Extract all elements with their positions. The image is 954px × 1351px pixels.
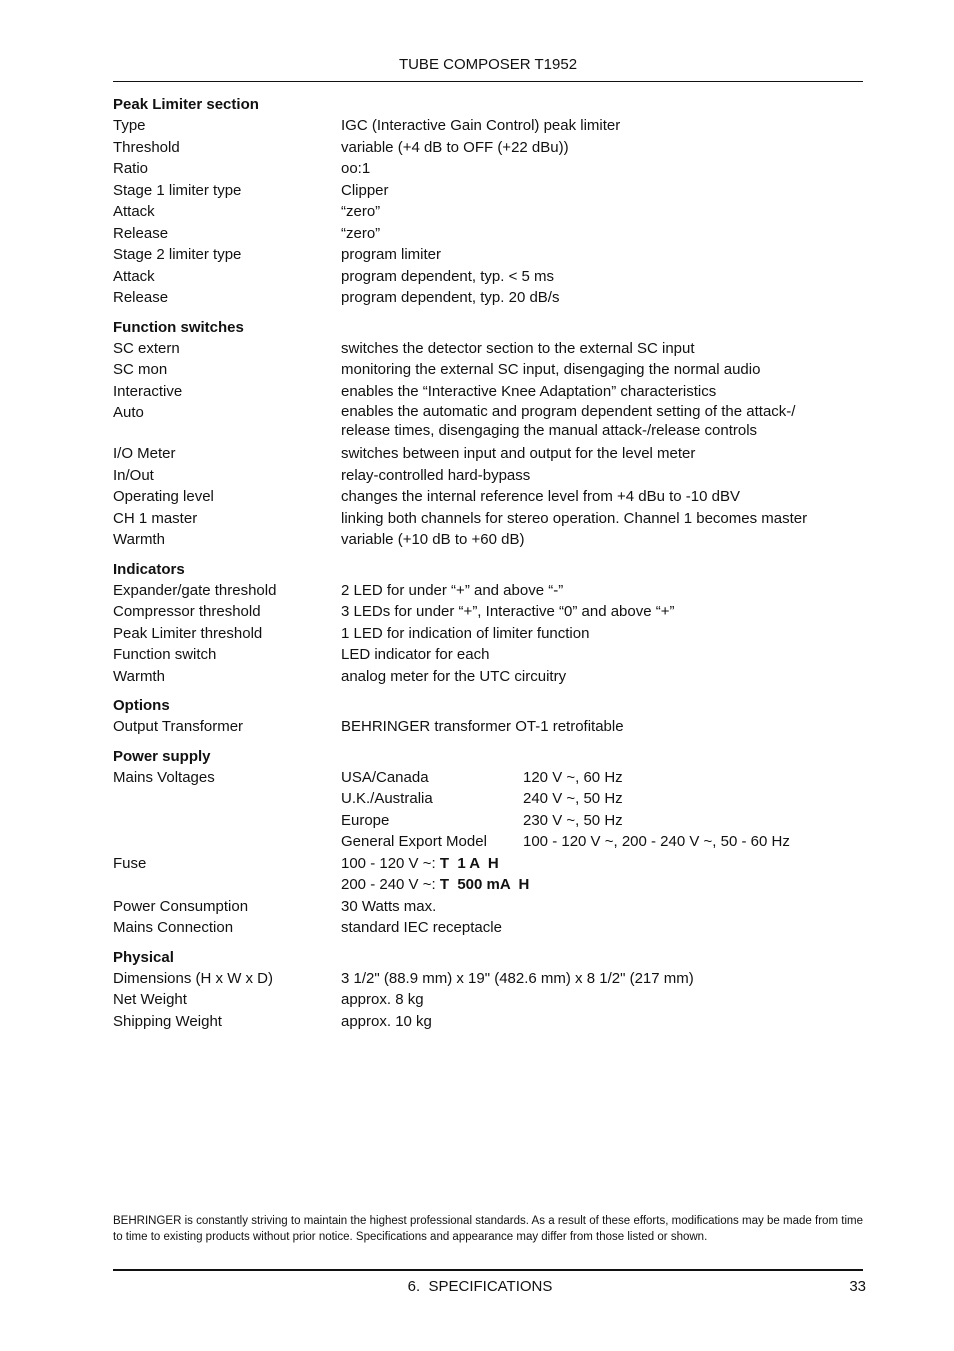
spec-row: [113, 917, 863, 939]
spec-value: variable (+10 dB to +60 dB): [341, 531, 525, 548]
mains-region: U.K./Australia: [341, 790, 433, 807]
spec-value: standard IEC receptacle: [341, 919, 502, 936]
fuse-range: 100 - 120 V ~:: [341, 854, 440, 872]
spec-row: [113, 508, 863, 530]
spec-row: [113, 896, 863, 918]
fuse-rating: T 1 A H: [439, 854, 499, 872]
mains-spec: 240 V ~, 50 Hz: [523, 790, 623, 807]
spec-row: [113, 644, 863, 666]
spec-label: Release: [113, 224, 169, 242]
spec-label: Net Weight: [113, 991, 187, 1008]
footer-rule: [113, 1269, 863, 1271]
spec-label: SC mon: [113, 361, 168, 378]
mains-voltage-row: [341, 831, 863, 853]
spec-label: Attack: [113, 267, 155, 285]
mains-spec: 100 - 120 V ~, 200 - 240 V ~, 50 - 60 Hz: [523, 833, 790, 850]
spec-row: [113, 180, 863, 202]
spec-value: switches between input and output for the level meter: [341, 445, 696, 462]
options-section: [113, 696, 863, 738]
spec-row: [113, 968, 863, 990]
spec-content: [113, 95, 863, 1041]
spec-row: [113, 266, 863, 288]
spec-value: LED indicator for each: [341, 646, 490, 663]
spec-row: [113, 853, 863, 896]
disclaimer-footnote: BEHRINGER is constantly striving to maintain the highest professional standards. As a result of these efforts, modifications may be made from time to time to existing products without prior notice. Specifications and appearance may differ from those listed or shown.: [113, 1215, 863, 1243]
spec-label: Attack: [113, 203, 155, 220]
spec-label: Release: [113, 289, 169, 306]
spec-label: SC extern: [113, 339, 180, 357]
peak-limiter-section: [113, 95, 863, 309]
mains-voltage-row: [341, 810, 863, 832]
spec-value: relay-controlled hard-bypass: [341, 466, 531, 484]
spec-label: Fuse: [113, 854, 147, 872]
function-switches-section: [113, 318, 863, 551]
spec-label: CH 1 master: [113, 509, 198, 527]
section-title: Function switches: [113, 318, 244, 336]
spec-label: Output Transformer: [113, 718, 244, 735]
spec-value: linking both channels for stereo operation. Channel 1 becomes master: [341, 509, 808, 527]
spec-label: Peak Limiter threshold: [113, 624, 263, 642]
spec-row: [113, 359, 863, 381]
mains-region: USA/Canada: [341, 768, 429, 786]
spec-row: [113, 601, 863, 623]
spec-value: 1 LED for indication of limiter function: [341, 624, 590, 642]
spec-value: 30 Watts max.: [341, 897, 437, 915]
spec-label: Mains Connection: [113, 919, 234, 936]
spec-row: [113, 158, 863, 180]
spec-label: Threshold: [113, 138, 180, 156]
spec-value: variable (+4 dB to OFF (+22 dBu)): [341, 138, 569, 156]
fuse-rating: T 500 mA H: [439, 876, 530, 893]
spec-row: [113, 115, 863, 137]
spec-row: [113, 716, 863, 738]
spec-label: Shipping Weight: [113, 1012, 222, 1030]
mains-voltage-table: [341, 767, 863, 853]
spec-label: Ratio: [113, 160, 149, 177]
page-header-title: TUBE COMPOSER T1952: [398, 56, 578, 73]
footer-section-title: 6. SPECIFICATIONS: [407, 1278, 553, 1295]
fuse-values: [341, 853, 863, 896]
spec-label: In/Out: [113, 466, 154, 484]
spec-value: program dependent, typ. < 5 ms: [341, 267, 555, 285]
spec-label: Operating level: [113, 488, 214, 505]
spec-label: Interactive: [113, 382, 183, 400]
spec-value: BEHRINGER transformer OT-1 retrofitable: [341, 718, 624, 735]
page-number: 33: [849, 1278, 866, 1295]
mains-voltage-row: [341, 788, 863, 810]
spec-row: [113, 338, 863, 360]
section-title: Physical: [113, 948, 174, 966]
spec-value: 2 LED for under “+” and above “-”: [341, 581, 564, 599]
spec-label: Warmth: [113, 531, 165, 548]
spec-label: Function switch: [113, 646, 217, 663]
section-title: Options: [113, 697, 170, 714]
spec-label: Power Consumption: [113, 897, 249, 915]
spec-label: I/O Meter: [113, 445, 176, 462]
header-rule: [113, 81, 863, 82]
spec-label: Auto: [113, 404, 144, 421]
spec-value: “zero”: [341, 224, 381, 242]
spec-row: [113, 580, 863, 602]
spec-value: monitoring the external SC input, disengaging the normal audio: [341, 361, 761, 378]
spec-label: Expander/gate threshold: [113, 581, 277, 599]
spec-value: analog meter for the UTC circuitry: [341, 667, 567, 685]
spec-value: oo:1: [341, 160, 371, 177]
spec-value-line: release times, disengaging the manual attack-/release controls: [341, 422, 758, 439]
spec-row: [113, 529, 863, 551]
spec-label: Mains Voltages: [113, 768, 215, 786]
spec-row: [113, 402, 863, 443]
fuse-line: [341, 874, 863, 896]
spec-value: changes the internal reference level from +4 dBu to -10 dBV: [341, 488, 740, 505]
fuse-line: [341, 853, 863, 875]
section-title: Peak Limiter section: [113, 96, 259, 113]
section-title: Indicators: [113, 560, 185, 578]
spec-value: “zero”: [341, 203, 381, 220]
spec-row: [113, 767, 863, 853]
fuse-range: 200 - 240 V ~:: [341, 876, 440, 893]
spec-row: [113, 623, 863, 645]
spec-row: [113, 287, 863, 309]
section-title: Power supply: [113, 747, 211, 765]
spec-row: [113, 223, 863, 245]
spec-label: Stage 1 limiter type: [113, 181, 242, 199]
mains-region: Europe: [341, 811, 390, 829]
spec-row: [113, 443, 863, 465]
mains-spec: 120 V ~, 60 Hz: [523, 768, 623, 786]
spec-label: Warmth: [113, 667, 165, 685]
mains-voltage-row: [341, 767, 863, 789]
spec-value: enables the “Interactive Knee Adaptation” characteristics: [341, 382, 717, 400]
spec-value: 3 LEDs for under “+”, Interactive “0” and above “+”: [341, 603, 675, 620]
spec-row: [113, 465, 863, 487]
mains-spec: 230 V ~, 50 Hz: [523, 811, 623, 829]
spec-row: [113, 244, 863, 266]
spec-value: IGC (Interactive Gain Control) peak limiter: [341, 117, 621, 134]
mains-region: General Export Model: [341, 833, 487, 850]
power-supply-section: [113, 747, 863, 939]
spec-label: Compressor threshold: [113, 603, 261, 620]
spec-value: program limiter: [341, 246, 442, 263]
spec-label: Dimensions (H x W x D): [113, 969, 274, 987]
spec-label: Type: [113, 117, 146, 134]
spec-row: [113, 486, 863, 508]
spec-label: Stage 2 limiter type: [113, 246, 242, 263]
spec-value: approx. 8 kg: [341, 991, 424, 1008]
spec-value: [341, 402, 863, 443]
indicators-section: [113, 560, 863, 688]
spec-row: [113, 201, 863, 223]
spec-row: [113, 989, 863, 1011]
spec-row: [113, 666, 863, 688]
spec-value: Clipper: [341, 181, 389, 199]
spec-row: [113, 1011, 863, 1033]
spec-value: approx. 10 kg: [341, 1012, 432, 1030]
spec-value: program dependent, typ. 20 dB/s: [341, 289, 560, 306]
spec-value: 3 1/2" (88.9 mm) x 19" (482.6 mm) x 8 1/2" (217 mm): [341, 969, 694, 987]
spec-value: switches the detector section to the external SC input: [341, 339, 695, 357]
spec-row: [113, 381, 863, 403]
spec-value-line: enables the automatic and program dependent setting of the attack-/: [341, 403, 796, 420]
spec-row: [113, 137, 863, 159]
physical-section: [113, 948, 863, 1033]
